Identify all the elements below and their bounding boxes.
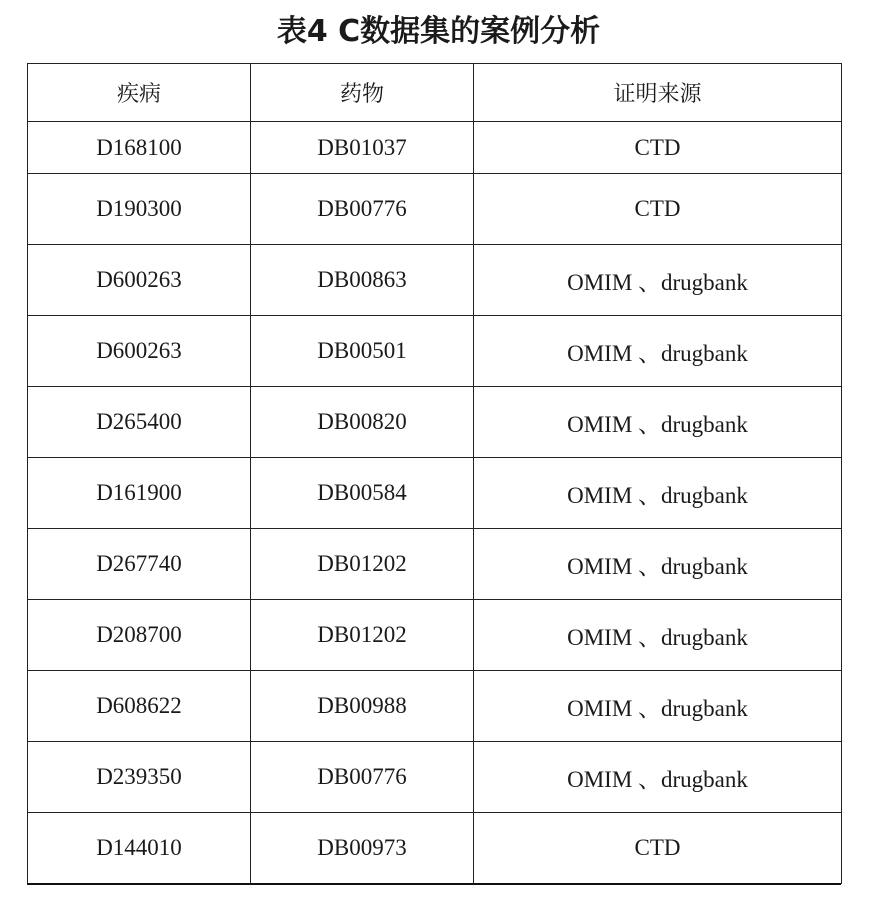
cell-source: OMIM 、drugbank <box>474 600 842 671</box>
table-row <box>28 316 842 387</box>
cell-drug: DB01037 <box>251 122 474 174</box>
table-title: 表4 C数据集的案例分析 <box>276 14 601 49</box>
cell-drug: DB00820 <box>251 387 474 458</box>
cell-drug: DB01202 <box>251 529 474 600</box>
cell-drug: DB00988 <box>251 671 474 742</box>
cell-disease: D239350 <box>28 742 251 813</box>
table-row <box>28 122 842 174</box>
table-row <box>28 600 842 671</box>
cell-drug: DB00863 <box>251 245 474 316</box>
table-row <box>28 813 842 884</box>
cell-source: OMIM 、drugbank <box>474 245 842 316</box>
table-row <box>28 671 842 742</box>
cell-disease: D161900 <box>28 458 251 529</box>
table-row <box>28 742 842 813</box>
cell-source: CTD <box>474 174 842 245</box>
cell-disease: D608622 <box>28 671 251 742</box>
table-row <box>28 174 842 245</box>
cell-source: CTD <box>474 122 842 174</box>
case-analysis-table <box>27 63 842 884</box>
cell-disease: D144010 <box>28 813 251 884</box>
cell-drug: DB00584 <box>251 458 474 529</box>
cell-source: OMIM 、drugbank <box>474 458 842 529</box>
header-source: 证明来源 <box>474 64 842 122</box>
cell-drug: DB00776 <box>251 174 474 245</box>
table-row <box>28 387 842 458</box>
cell-drug: DB00501 <box>251 316 474 387</box>
cell-drug: DB00973 <box>251 813 474 884</box>
cell-source: OMIM 、drugbank <box>474 529 842 600</box>
cell-disease: D600263 <box>28 316 251 387</box>
cell-disease: D168100 <box>28 122 251 174</box>
table-bottom-rule <box>27 883 841 885</box>
cell-disease: D600263 <box>28 245 251 316</box>
cell-disease: D190300 <box>28 174 251 245</box>
table-header-row <box>28 64 842 122</box>
table-row <box>28 458 842 529</box>
header-drug: 药物 <box>251 64 474 122</box>
table-row <box>28 529 842 600</box>
cell-disease: D265400 <box>28 387 251 458</box>
cell-source: CTD <box>474 813 842 884</box>
cell-source: OMIM 、drugbank <box>474 742 842 813</box>
cell-source: OMIM 、drugbank <box>474 671 842 742</box>
cell-source: OMIM 、drugbank <box>474 387 842 458</box>
cell-drug: DB01202 <box>251 600 474 671</box>
cell-disease: D267740 <box>28 529 251 600</box>
header-disease: 疾病 <box>28 64 251 122</box>
cell-disease: D208700 <box>28 600 251 671</box>
cell-drug: DB00776 <box>251 742 474 813</box>
table-row <box>28 245 842 316</box>
cell-source: OMIM 、drugbank <box>474 316 842 387</box>
